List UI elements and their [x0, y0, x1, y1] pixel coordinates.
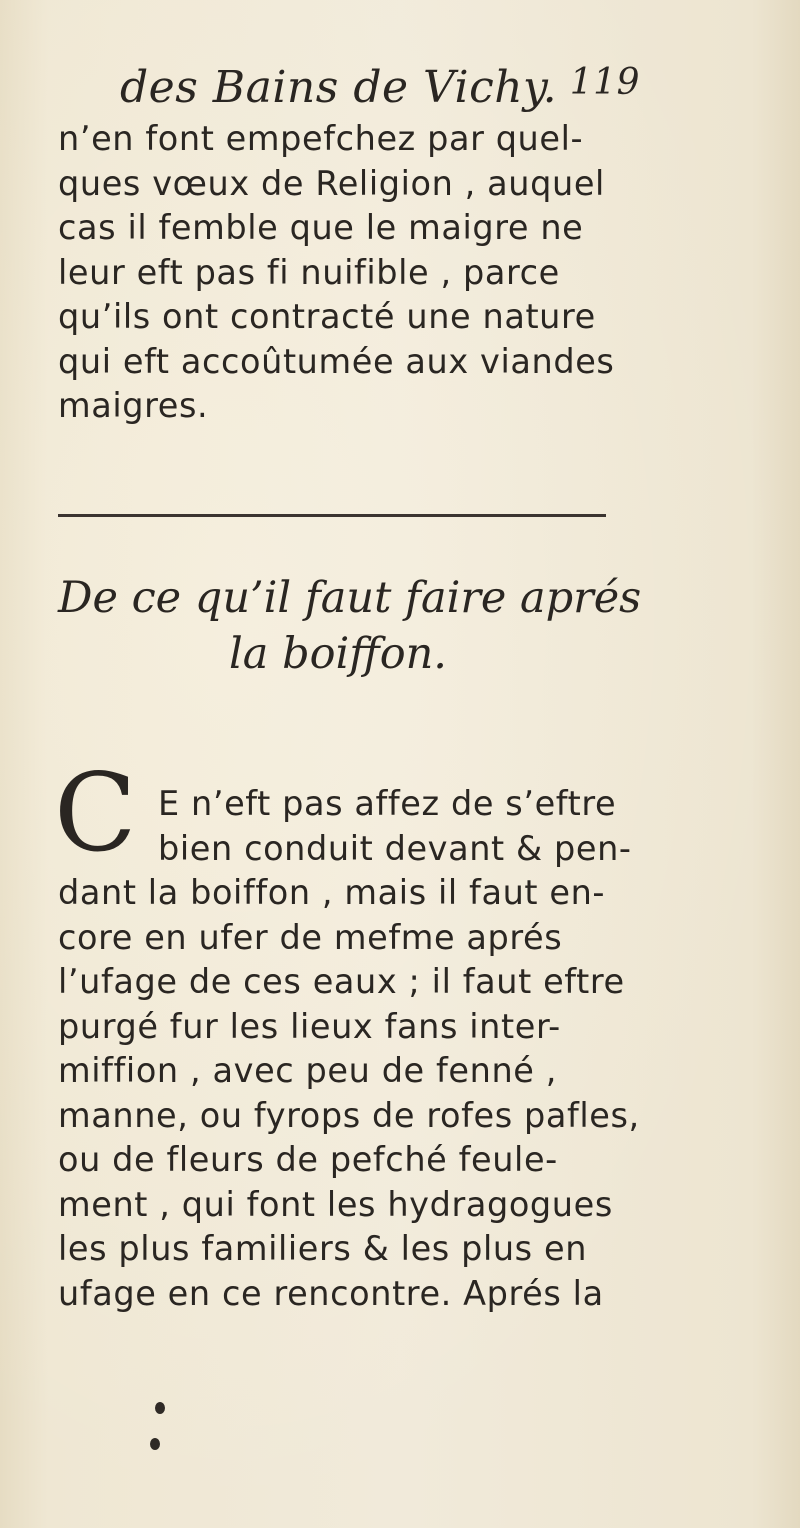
text-line: manne, ou fyrops de rofes pafles,	[58, 1095, 640, 1135]
text-line: l’ufage de ces eaux ; il faut eftre	[58, 962, 625, 1001]
text-line: bien conduit devant & pen-	[158, 828, 632, 868]
running-header	[120, 62, 640, 113]
paragraph-2-lead	[158, 782, 632, 871]
running-title: des Bains de Vichy.	[120, 62, 558, 113]
text-line: maigres.	[58, 386, 209, 425]
heading-line: la boiffon.	[229, 629, 447, 679]
heading-line: De ce qu’il faut faire aprés	[58, 573, 642, 623]
text-line: leur eft pas fi nuifible , parce	[58, 252, 560, 292]
text-line: ques vœux de Religion , auquel	[58, 163, 605, 203]
paragraph-2	[58, 871, 638, 1316]
text-line: miffion , avec peu de fenné ,	[58, 1051, 557, 1090]
text-line: ou de fleurs de pefché feule-	[58, 1140, 558, 1179]
text-line: purgé fur les lieux fans inter-	[58, 1006, 561, 1046]
text-line: qui eft accoûtumée aux viandes	[58, 341, 615, 381]
ink-speck	[155, 1402, 165, 1414]
drop-cap: C	[54, 751, 137, 876]
section-divider	[58, 514, 606, 517]
text-line: cas il femble que le maigre ne	[58, 208, 584, 247]
text-line: n’en font empefchez par quel-	[58, 119, 584, 158]
page-number: 119	[569, 62, 640, 103]
section-heading	[58, 570, 642, 682]
text-line: ufage en ce rencontre. Aprés la	[58, 1273, 604, 1313]
text-line: dant la boiffon , mais il faut en-	[58, 873, 606, 912]
text-line: ment , qui font les hydragogues	[58, 1184, 613, 1224]
paragraph-1	[58, 117, 638, 429]
text-line: qu’ils ont contracté une nature	[58, 297, 596, 336]
text-line: E n’eft pas affez de s’eftre	[158, 784, 617, 823]
text-line: les plus familiers & les plus en	[58, 1229, 588, 1268]
ink-speck	[150, 1438, 160, 1450]
text-line: core en ufer de mefme aprés	[58, 917, 563, 957]
